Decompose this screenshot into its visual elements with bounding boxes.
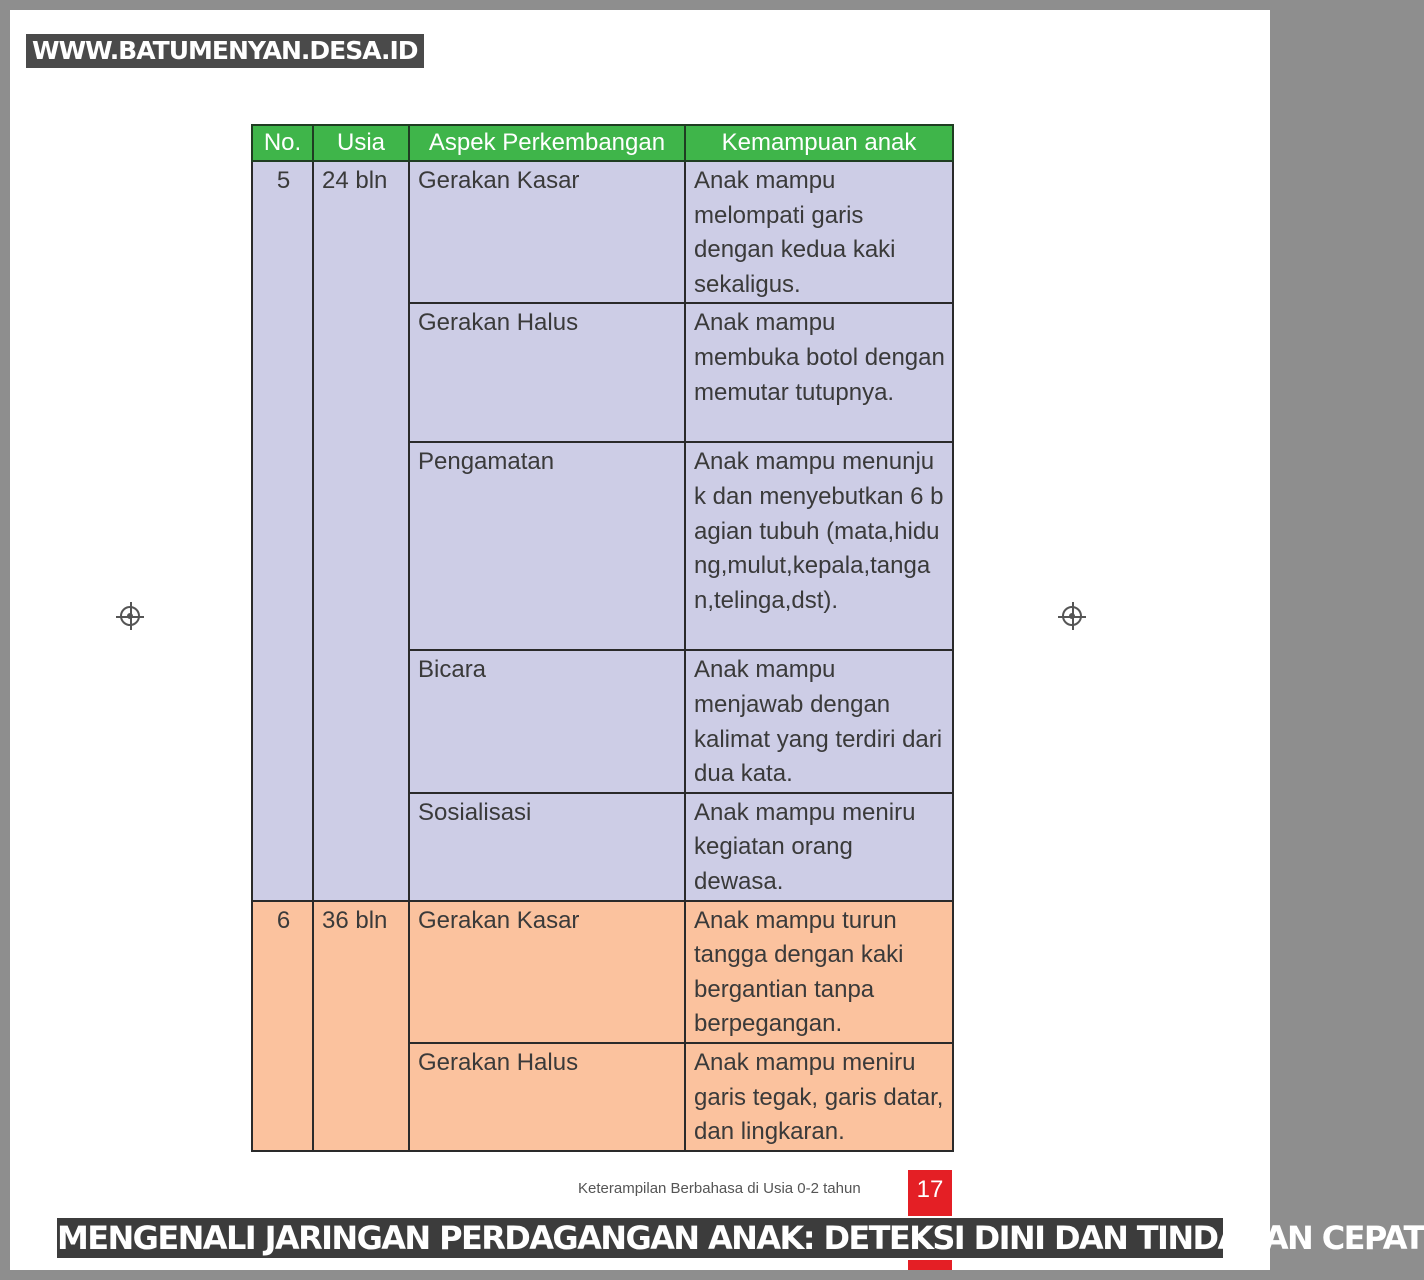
table-row <box>252 161 953 303</box>
registration-mark-icon <box>1062 606 1082 626</box>
header-no: No. <box>252 125 313 161</box>
header-kemampuan: Kemampuan anak <box>685 125 953 161</box>
table-header-row <box>252 125 953 161</box>
ability-cell: Anak mampu menunjuk dan menyebutkan 6 bagian tubuh (mata,hidung,mulut,kepala,tangan,telinga,dst). <box>685 442 953 650</box>
row-number: 5 <box>252 161 313 901</box>
aspect-cell: Gerakan Halus <box>409 303 685 442</box>
ability-cell: Anak mampu menjawab dengan kalimat yang terdiri dari dua kata. <box>685 650 953 792</box>
registration-mark-icon <box>120 606 140 626</box>
aspect-cell: Gerakan Kasar <box>409 901 685 1043</box>
article-headline: MENGENALI JARINGAN PERDAGANGAN ANAK: DETEKSI DINI DAN TINDAKAN CEPAT <box>55 1216 1225 1260</box>
aspect-cell: Gerakan Kasar <box>409 161 685 303</box>
aspect-cell: Pengamatan <box>409 442 685 650</box>
ability-cell: Anak mampu melompati garis dengan kedua kaki sekaligus. <box>685 161 953 303</box>
row-number: 6 <box>252 901 313 1151</box>
ability-cell: Anak mampu meniru garis tegak, garis datar, dan lingkaran. <box>685 1043 953 1151</box>
development-table <box>251 124 954 1152</box>
ability-cell: Anak mampu membuka botol dengan memutar tutupnya. <box>685 303 953 442</box>
header-usia: Usia <box>313 125 409 161</box>
ability-cell: Anak mampu meniru kegiatan orang dewasa. <box>685 793 953 901</box>
row-age: 24 bln <box>313 161 409 901</box>
footer-caption: Keterampilan Berbahasa di Usia 0-2 tahun <box>578 1180 861 1197</box>
page-number-badge: 17 <box>908 1170 952 1270</box>
aspect-cell: Bicara <box>409 650 685 792</box>
header-aspek: Aspek Perkembangan <box>409 125 685 161</box>
row-age: 36 bln <box>313 901 409 1151</box>
ability-cell: Anak mampu turun tangga dengan kaki bergantian tanpa berpegangan. <box>685 901 953 1043</box>
table-row <box>252 901 953 1043</box>
aspect-cell: Gerakan Halus <box>409 1043 685 1151</box>
aspect-cell: Sosialisasi <box>409 793 685 901</box>
site-watermark-label: WWW.BATUMENYAN.DESA.ID <box>25 33 425 69</box>
